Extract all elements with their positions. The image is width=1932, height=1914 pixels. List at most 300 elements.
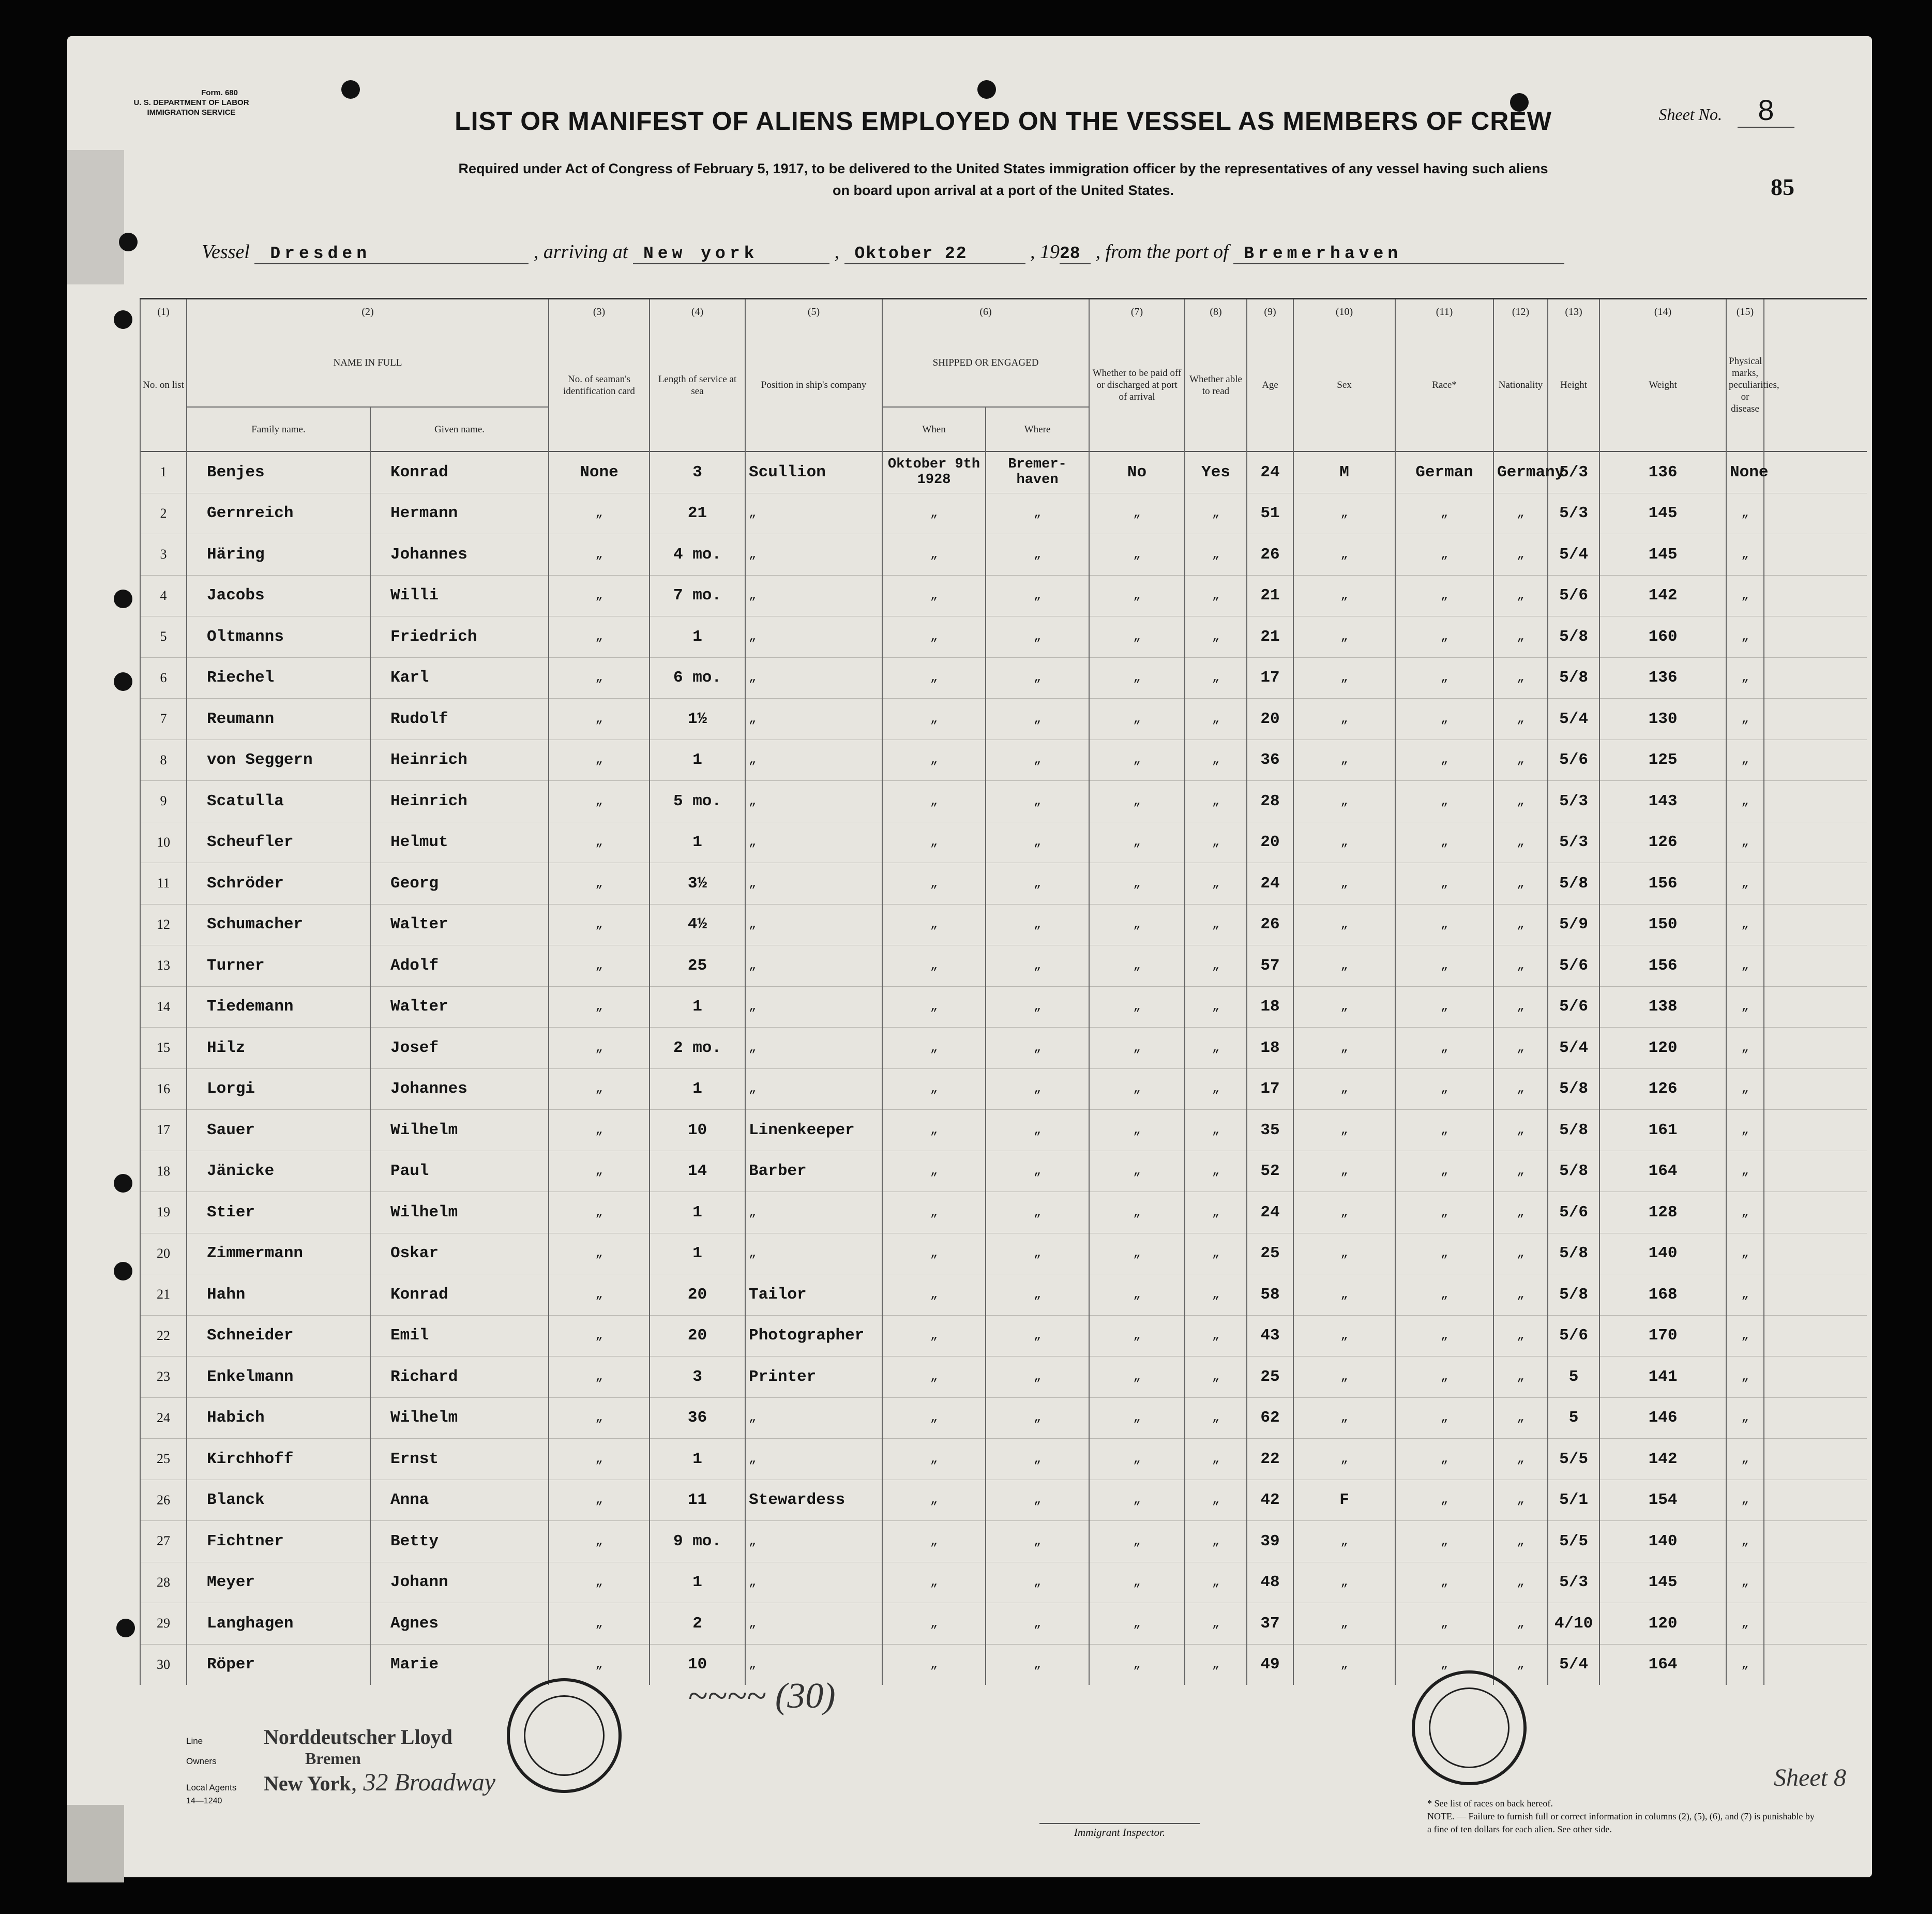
- cell-sex: „: [1293, 986, 1395, 1028]
- cell-blank: [1764, 575, 1867, 616]
- subtitle-line-2: on board upon arrival at a port of the United States.: [832, 183, 1174, 198]
- cell-service: 11: [650, 1480, 745, 1521]
- cell-card: None: [549, 451, 650, 493]
- cell-card: „: [549, 1480, 650, 1521]
- cell-where: „: [986, 904, 1089, 945]
- cell-read: „: [1185, 1192, 1247, 1233]
- cell-no: 11: [140, 863, 187, 905]
- col-paid-off-header: Whether to be paid off or discharged at port of arrival: [1089, 319, 1185, 451]
- cell-card: „: [549, 1068, 650, 1110]
- cell-age: 28: [1247, 781, 1293, 822]
- cell-race: „: [1395, 986, 1493, 1028]
- table-row: [140, 781, 1867, 822]
- cell-age: 18: [1247, 1028, 1293, 1069]
- cell-service: 25: [650, 945, 745, 987]
- cell-blank: [1764, 1068, 1867, 1110]
- cell-paid: „: [1089, 657, 1185, 699]
- cell-service: 1: [650, 616, 745, 658]
- cell-nationality: „: [1493, 740, 1548, 781]
- cell-age: 49: [1247, 1644, 1293, 1685]
- cell-age: 57: [1247, 945, 1293, 987]
- cell-race: „: [1395, 945, 1493, 987]
- cell-card: „: [549, 1315, 650, 1357]
- cell-paid: „: [1089, 1110, 1185, 1151]
- cell-paid: „: [1089, 1562, 1185, 1603]
- cell-weight: 120: [1599, 1028, 1726, 1069]
- cell-marks: „: [1726, 822, 1764, 863]
- cell-position: „: [745, 534, 882, 576]
- cell-marks: „: [1726, 1357, 1764, 1398]
- col-num: (3): [549, 299, 650, 319]
- cell-position: Scullion: [745, 451, 882, 493]
- cell-paid: „: [1089, 1439, 1185, 1480]
- cell-where: „: [986, 575, 1089, 616]
- year-prefix: , 19: [1030, 241, 1060, 263]
- table-row: [140, 657, 1867, 699]
- cell-height: 5/8: [1548, 863, 1599, 905]
- cell-weight: 125: [1599, 740, 1726, 781]
- cell-height: 5/5: [1548, 1521, 1599, 1562]
- cell-nationality: „: [1493, 1028, 1548, 1069]
- cell-given: Marie: [370, 1644, 549, 1685]
- signature-count: (30): [775, 1676, 836, 1716]
- cell-where: „: [986, 1151, 1089, 1192]
- cell-blank: [1764, 822, 1867, 863]
- col-where-header: Where: [986, 407, 1089, 451]
- cell-marks: „: [1726, 1562, 1764, 1603]
- cell-height: 5/6: [1548, 945, 1599, 987]
- cell-no: 5: [140, 616, 187, 658]
- cell-race: „: [1395, 575, 1493, 616]
- cell-weight: 140: [1599, 1521, 1726, 1562]
- cell-when: „: [882, 1357, 986, 1398]
- cell-service: 4½: [650, 904, 745, 945]
- cell-nationality: „: [1493, 1233, 1548, 1274]
- cell-weight: 142: [1599, 1439, 1726, 1480]
- cell-paid: „: [1089, 986, 1185, 1028]
- cell-sex: „: [1293, 534, 1395, 576]
- cell-when: „: [882, 1110, 986, 1151]
- cell-read: „: [1185, 575, 1247, 616]
- cell-read: „: [1185, 534, 1247, 576]
- cell-height: 5: [1548, 1397, 1599, 1439]
- cell-no: 15: [140, 1028, 187, 1069]
- cell-given: Karl: [370, 657, 549, 699]
- cell-when: „: [882, 1192, 986, 1233]
- cell-nationality: „: [1493, 616, 1548, 658]
- cell-age: 51: [1247, 493, 1293, 534]
- cell-family: Tiedemann: [187, 986, 370, 1028]
- cell-marks: „: [1726, 781, 1764, 822]
- cell-given: Georg: [370, 863, 549, 905]
- cell-read: „: [1185, 1028, 1247, 1069]
- table-row: [140, 1439, 1867, 1480]
- owners-label: Owners: [186, 1756, 217, 1766]
- table-row: [140, 1151, 1867, 1192]
- cell-family: Hilz: [187, 1028, 370, 1069]
- cell-sex: „: [1293, 1028, 1395, 1069]
- line-value: Norddeutscher Lloyd: [264, 1725, 452, 1749]
- form-number: Form. 680: [201, 88, 238, 97]
- cell-marks: „: [1726, 1603, 1764, 1645]
- cell-card: „: [549, 1357, 650, 1398]
- cell-age: 35: [1247, 1110, 1293, 1151]
- cell-height: 5/1: [1548, 1480, 1599, 1521]
- cell-height: 5/8: [1548, 657, 1599, 699]
- cell-marks: „: [1726, 1439, 1764, 1480]
- cell-service: 9 mo.: [650, 1521, 745, 1562]
- cell-card: „: [549, 616, 650, 658]
- col-num: (1): [140, 299, 187, 319]
- cell-card: „: [549, 1644, 650, 1685]
- cell-sex: „: [1293, 1397, 1395, 1439]
- cell-position: „: [745, 904, 882, 945]
- col-num: (11): [1395, 299, 1493, 319]
- cell-race: „: [1395, 1480, 1493, 1521]
- cell-blank: [1764, 1151, 1867, 1192]
- cell-weight: 136: [1599, 451, 1726, 493]
- cell-blank: [1764, 1357, 1867, 1398]
- cell-race: German: [1395, 451, 1493, 493]
- cell-no: 22: [140, 1315, 187, 1357]
- cell-no: 13: [140, 945, 187, 987]
- cell-read: „: [1185, 699, 1247, 740]
- subtitle-line-1: Required under Act of Congress of February 5, 1917, to be delivered to the United States immigration officer by the representatives of any vessel having such aliens: [458, 161, 1548, 176]
- cell-age: 24: [1247, 863, 1293, 905]
- cell-given: Friedrich: [370, 616, 549, 658]
- cell-where: „: [986, 1562, 1089, 1603]
- cell-race: „: [1395, 1315, 1493, 1357]
- form-code: 14—1240: [186, 1797, 222, 1805]
- cell-paid: „: [1089, 699, 1185, 740]
- cell-paid: „: [1089, 1397, 1185, 1439]
- cell-when: „: [882, 986, 986, 1028]
- cell-family: Enkelmann: [187, 1357, 370, 1398]
- cell-when: „: [882, 1397, 986, 1439]
- col-sex-header: Sex: [1293, 319, 1395, 451]
- cell-no: 26: [140, 1480, 187, 1521]
- col-when-header: When: [882, 407, 986, 451]
- line-label: Line: [186, 1736, 203, 1746]
- cell-marks: „: [1726, 1151, 1764, 1192]
- cell-card: „: [549, 1439, 650, 1480]
- col-race-header: Race*: [1395, 319, 1493, 451]
- cell-service: 2 mo.: [650, 1028, 745, 1069]
- cell-no: 29: [140, 1603, 187, 1645]
- cell-paid: „: [1089, 822, 1185, 863]
- cell-family: Reumann: [187, 699, 370, 740]
- cell-given: Heinrich: [370, 781, 549, 822]
- cell-weight: 130: [1599, 699, 1726, 740]
- cell-where: „: [986, 1028, 1089, 1069]
- cell-read: „: [1185, 1151, 1247, 1192]
- cell-service: 4 mo.: [650, 534, 745, 576]
- cell-position: „: [745, 616, 882, 658]
- cell-position: „: [745, 1603, 882, 1645]
- cell-race: „: [1395, 1192, 1493, 1233]
- cell-read: „: [1185, 1110, 1247, 1151]
- cell-nationality: „: [1493, 1192, 1548, 1233]
- cell-family: Sauer: [187, 1110, 370, 1151]
- table-row: [140, 986, 1867, 1028]
- cell-where: „: [986, 740, 1089, 781]
- table-row: [140, 1274, 1867, 1316]
- cell-nationality: „: [1493, 945, 1548, 987]
- cell-card: „: [549, 1562, 650, 1603]
- cell-nationality: „: [1493, 1151, 1548, 1192]
- cell-sex: „: [1293, 616, 1395, 658]
- cell-nationality: „: [1493, 1397, 1548, 1439]
- cell-where: „: [986, 1439, 1089, 1480]
- cell-no: 23: [140, 1357, 187, 1398]
- agents-city: New York: [264, 1772, 351, 1795]
- cell-height: 5/3: [1548, 451, 1599, 493]
- crew-table: [140, 299, 1867, 1685]
- cell-height: 5/8: [1548, 1151, 1599, 1192]
- cell-no: 3: [140, 534, 187, 576]
- cell-position: „: [745, 1068, 882, 1110]
- cell-position: „: [745, 657, 882, 699]
- table-row: [140, 1603, 1867, 1645]
- cell-service: 3: [650, 1357, 745, 1398]
- crew-table-wrap: [140, 298, 1867, 1685]
- cell-given: Konrad: [370, 1274, 549, 1316]
- cell-card: „: [549, 904, 650, 945]
- col-num: (6): [882, 299, 1089, 319]
- cell-when: „: [882, 493, 986, 534]
- cell-nationality: „: [1493, 493, 1548, 534]
- cell-service: 2: [650, 1603, 745, 1645]
- col-weight-header: Weight: [1599, 319, 1726, 451]
- cell-paid: „: [1089, 945, 1185, 987]
- cell-paid: „: [1089, 575, 1185, 616]
- cell-blank: [1764, 1192, 1867, 1233]
- cell-age: 36: [1247, 740, 1293, 781]
- cell-card: „: [549, 1397, 650, 1439]
- cell-when: „: [882, 657, 986, 699]
- cell-blank: [1764, 1480, 1867, 1521]
- cell-paid: „: [1089, 1192, 1185, 1233]
- cell-when: „: [882, 1151, 986, 1192]
- cell-marks: „: [1726, 740, 1764, 781]
- cell-position: „: [745, 1192, 882, 1233]
- cell-height: 5/4: [1548, 699, 1599, 740]
- cell-weight: 168: [1599, 1274, 1726, 1316]
- cell-family: Jacobs: [187, 575, 370, 616]
- cell-age: 21: [1247, 616, 1293, 658]
- cell-given: Helmut: [370, 822, 549, 863]
- table-row: [140, 1357, 1867, 1398]
- cell-when: „: [882, 575, 986, 616]
- cell-weight: 164: [1599, 1151, 1726, 1192]
- cell-read: „: [1185, 1397, 1247, 1439]
- cell-read: „: [1185, 1068, 1247, 1110]
- cell-card: „: [549, 1192, 650, 1233]
- owners-value: Bremen: [305, 1749, 361, 1768]
- arrival-port: New york: [633, 244, 829, 264]
- cell-position: „: [745, 493, 882, 534]
- cell-where: „: [986, 1110, 1089, 1151]
- cell-card: „: [549, 863, 650, 905]
- cell-where: „: [986, 1315, 1089, 1357]
- cell-sex: „: [1293, 781, 1395, 822]
- cell-sex: „: [1293, 863, 1395, 905]
- cell-service: 1: [650, 1233, 745, 1274]
- cell-sex: „: [1293, 1233, 1395, 1274]
- cell-marks: „: [1726, 1274, 1764, 1316]
- cell-family: Lorgi: [187, 1068, 370, 1110]
- cell-service: 1: [650, 740, 745, 781]
- from-label: , from the port of: [1095, 241, 1229, 263]
- cell-marks: „: [1726, 657, 1764, 699]
- cell-when: „: [882, 534, 986, 576]
- cell-service: 20: [650, 1274, 745, 1316]
- table-row: [140, 699, 1867, 740]
- table-row: [140, 1110, 1867, 1151]
- cell-blank: [1764, 904, 1867, 945]
- cell-position: „: [745, 822, 882, 863]
- cell-race: „: [1395, 1439, 1493, 1480]
- cell-weight: 145: [1599, 534, 1726, 576]
- cell-given: Betty: [370, 1521, 549, 1562]
- cell-sex: „: [1293, 740, 1395, 781]
- handwritten-sheet-number: Sheet 8: [1774, 1764, 1846, 1791]
- cell-paid: „: [1089, 1521, 1185, 1562]
- cell-when: „: [882, 1068, 986, 1110]
- cell-position: Tailor: [745, 1274, 882, 1316]
- col-num: (5): [745, 299, 882, 319]
- cell-position: „: [745, 1562, 882, 1603]
- cell-service: 6 mo.: [650, 657, 745, 699]
- cell-blank: [1764, 986, 1867, 1028]
- cell-service: 21: [650, 493, 745, 534]
- cell-age: 18: [1247, 986, 1293, 1028]
- cell-card: „: [549, 1274, 650, 1316]
- cell-given: Anna: [370, 1480, 549, 1521]
- cell-given: Wilhelm: [370, 1192, 549, 1233]
- cell-sex: „: [1293, 945, 1395, 987]
- cell-weight: 156: [1599, 945, 1726, 987]
- col-num: (13): [1548, 299, 1599, 319]
- col-id-card-header: No. of seaman's identification card: [549, 319, 650, 451]
- cell-no: 6: [140, 657, 187, 699]
- cell-read: „: [1185, 1315, 1247, 1357]
- cell-position: „: [745, 1644, 882, 1685]
- cell-weight: 154: [1599, 1480, 1726, 1521]
- cell-no: 27: [140, 1521, 187, 1562]
- cell-given: Walter: [370, 904, 549, 945]
- cell-sex: „: [1293, 699, 1395, 740]
- table-row: [140, 451, 1867, 493]
- col-no-header: No. on list: [140, 319, 187, 451]
- cell-blank: [1764, 657, 1867, 699]
- cell-marks: „: [1726, 1521, 1764, 1562]
- cell-position: „: [745, 1439, 882, 1480]
- cell-paid: „: [1089, 493, 1185, 534]
- cell-position: „: [745, 575, 882, 616]
- cell-paid: No: [1089, 451, 1185, 493]
- cell-no: 7: [140, 699, 187, 740]
- cell-when: „: [882, 781, 986, 822]
- cell-service: 7 mo.: [650, 575, 745, 616]
- cell-read: „: [1185, 1274, 1247, 1316]
- cell-given: Willi: [370, 575, 549, 616]
- inspector-label: Immigrant Inspector.: [1039, 1823, 1200, 1839]
- vessel-line: Vessel Dresden , arriving at New york , Oktober 22 , 1928 , from the port of Bremerhaven: [202, 240, 1564, 264]
- cell-height: 5/3: [1548, 493, 1599, 534]
- vessel-name: Dresden: [254, 244, 529, 264]
- table-row: [140, 1562, 1867, 1603]
- cell-sex: „: [1293, 657, 1395, 699]
- cell-paid: „: [1089, 1480, 1185, 1521]
- cell-race: „: [1395, 1644, 1493, 1685]
- cell-paid: „: [1089, 1151, 1185, 1192]
- cell-family: Oltmanns: [187, 616, 370, 658]
- subtitle: [305, 158, 1701, 201]
- cell-nationality: „: [1493, 986, 1548, 1028]
- cell-no: 18: [140, 1151, 187, 1192]
- cell-height: 5/6: [1548, 575, 1599, 616]
- col-marks-header: Physical marks, peculiarities, or disease: [1726, 319, 1764, 451]
- cell-sex: „: [1293, 1603, 1395, 1645]
- cell-nationality: „: [1493, 1357, 1548, 1398]
- col-num: (4): [650, 299, 745, 319]
- cell-blank: [1764, 781, 1867, 822]
- cell-position: „: [745, 740, 882, 781]
- page-title: LIST OR MANIFEST OF ALIENS EMPLOYED ON THE VESSEL AS MEMBERS OF CREW: [455, 107, 1552, 135]
- cell-read: „: [1185, 863, 1247, 905]
- cell-weight: 143: [1599, 781, 1726, 822]
- cell-race: „: [1395, 1028, 1493, 1069]
- cell-read: „: [1185, 904, 1247, 945]
- cell-card: „: [549, 534, 650, 576]
- cell-when: „: [882, 1521, 986, 1562]
- cell-age: 58: [1247, 1274, 1293, 1316]
- cell-nationality: „: [1493, 822, 1548, 863]
- col-family-header: Family name.: [187, 407, 370, 451]
- cell-where: „: [986, 986, 1089, 1028]
- cell-height: 5: [1548, 1357, 1599, 1398]
- cell-blank: [1764, 1562, 1867, 1603]
- cell-age: 17: [1247, 1068, 1293, 1110]
- footer-note: [1427, 1797, 1820, 1836]
- cell-no: 21: [140, 1274, 187, 1316]
- cell-family: Turner: [187, 945, 370, 987]
- cell-sex: „: [1293, 822, 1395, 863]
- cell-family: von Seggern: [187, 740, 370, 781]
- cell-marks: „: [1726, 1644, 1764, 1685]
- cell-blank: [1764, 1028, 1867, 1069]
- cell-age: 21: [1247, 575, 1293, 616]
- cell-position: „: [745, 781, 882, 822]
- col-length-header: Length of service at sea: [650, 319, 745, 451]
- cell-blank: [1764, 1233, 1867, 1274]
- cell-weight: 136: [1599, 657, 1726, 699]
- col-num: (9): [1247, 299, 1293, 319]
- cell-sex: „: [1293, 493, 1395, 534]
- cell-marks: „: [1726, 1233, 1764, 1274]
- cell-weight: 150: [1599, 904, 1726, 945]
- cell-weight: 164: [1599, 1644, 1726, 1685]
- cell-service: 20: [650, 1315, 745, 1357]
- cell-weight: 140: [1599, 1233, 1726, 1274]
- cell-card: „: [549, 740, 650, 781]
- cell-when: Oktober 9th 1928: [882, 451, 986, 493]
- cell-read: „: [1185, 1562, 1247, 1603]
- cell-position: Photographer: [745, 1315, 882, 1357]
- cell-card: „: [549, 781, 650, 822]
- cell-sex: „: [1293, 1068, 1395, 1110]
